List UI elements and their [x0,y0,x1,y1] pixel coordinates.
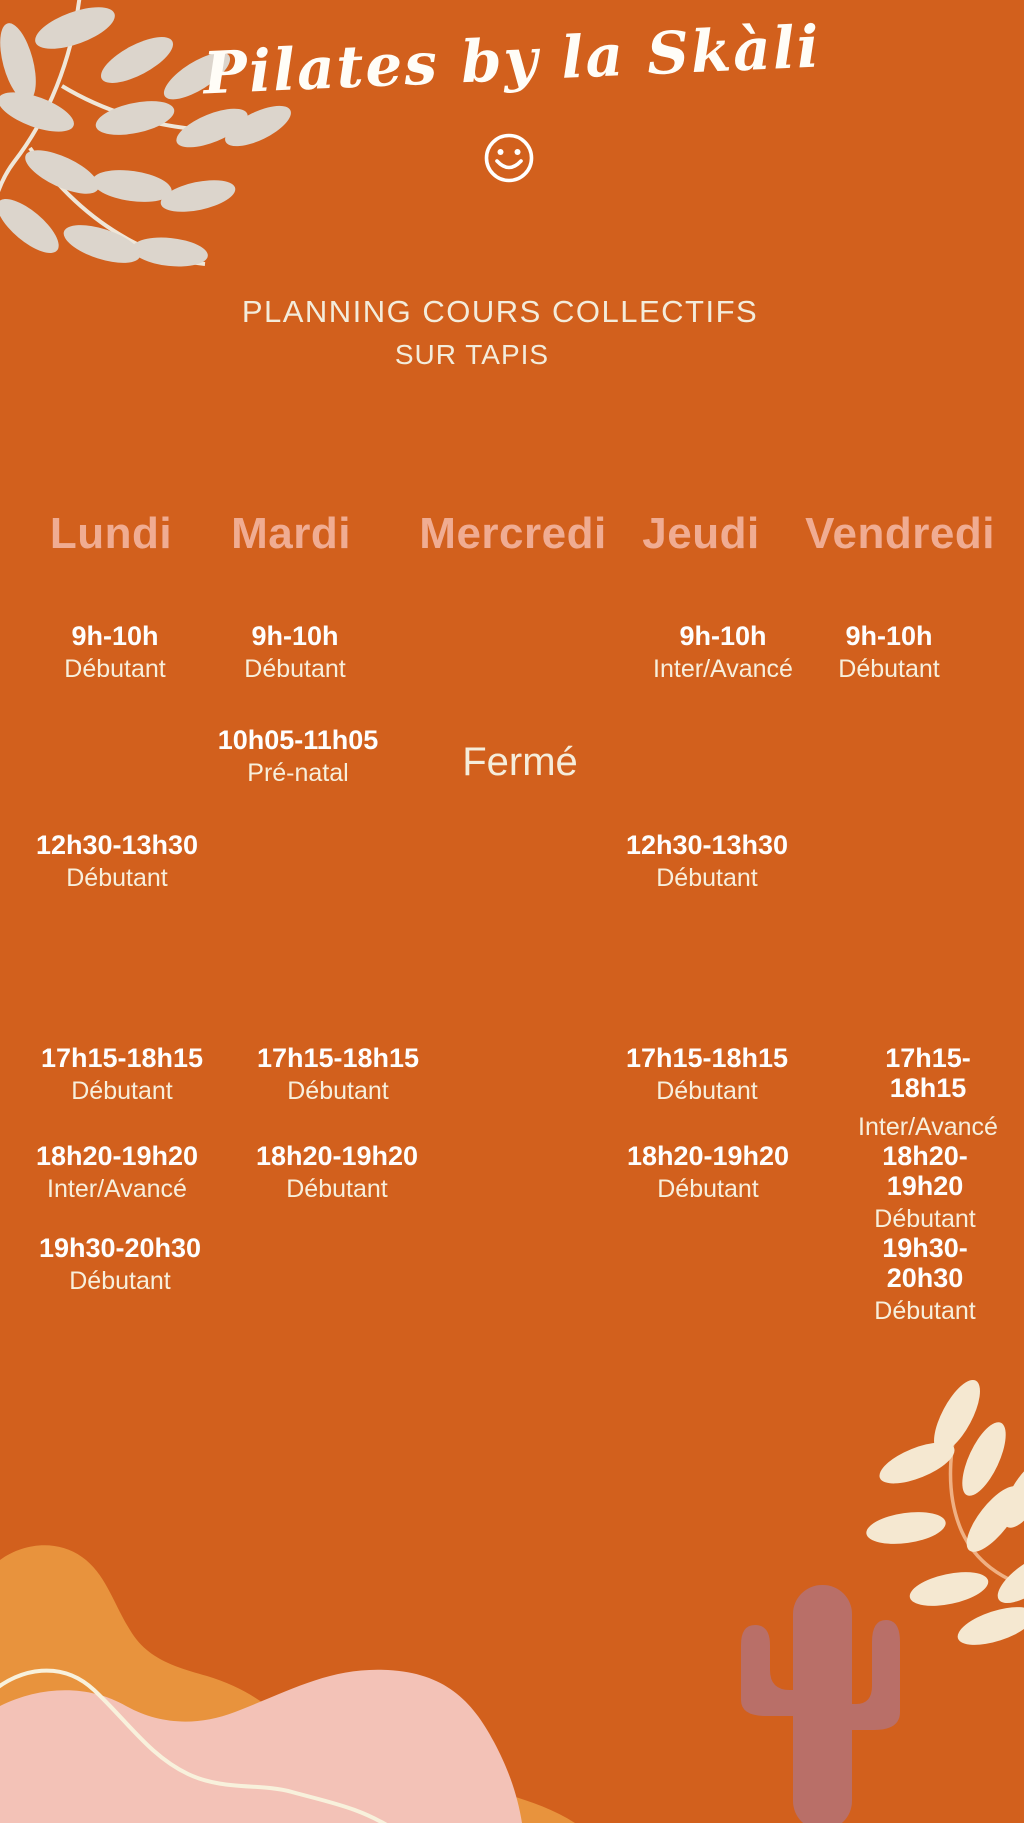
slot-level: Débutant [874,1205,976,1233]
slot-time: 12h30-13h30 [625,830,789,860]
day-header-vendredi: Vendredi [805,509,995,558]
day-header-mardi: Mardi [231,509,351,558]
slot-lundi-18h20 [36,1141,198,1203]
slot-time: 10h05-11h05 [217,725,379,755]
slot-time: 17h15-18h15 [885,1043,971,1103]
slot-time: 18h20-19h20 [882,1141,968,1201]
slot-time: 9h-10h [845,621,933,651]
slot-time: 9h-10h [679,621,767,651]
poster-heading-line2: SUR TAPIS [394,339,550,370]
brand-title: Pilates by la Skàli [201,12,823,108]
slot-time: 18h20-19h20 [255,1141,419,1171]
slot-lundi-12h30 [36,830,198,892]
slot-mardi-17h15 [257,1043,419,1105]
slot-level: Débutant [838,655,940,683]
slot-level: Débutant [287,1077,389,1105]
day-header-lundi: Lundi [49,509,173,558]
slot-lundi-17h15 [41,1043,203,1105]
slot-level: Inter/Avancé [858,1113,998,1141]
slot-level: Débutant [657,1175,759,1203]
slot-time: 19h30-20h30 [882,1233,968,1293]
slot-lundi-19h30 [39,1233,201,1295]
slot-time: 17h15-18h15 [256,1043,420,1073]
slot-jeudi-9h [653,621,793,683]
slot-mardi-9h [244,621,345,683]
slot-vendredi-17h15 [858,1043,998,1141]
slot-time: 18h20-19h20 [626,1141,790,1171]
slot-lundi-9h [64,621,165,683]
slot-mardi-18h20 [256,1141,418,1203]
slot-level: Débutant [64,655,166,683]
slot-time: 17h15-18h15 [40,1043,204,1073]
slot-mardi-10h05 [218,725,379,787]
slot-time: 17h15-18h15 [625,1043,789,1073]
closed-label: Fermé [462,740,578,784]
slot-level: Débutant [656,1077,758,1105]
slot-level: Inter/Avancé [653,655,793,683]
slot-level: Inter/Avancé [47,1175,187,1203]
slot-time: 12h30-13h30 [35,830,199,860]
slot-level: Débutant [69,1267,171,1295]
pink-wave-shape [0,1670,522,1823]
slot-vendredi-18h20 [874,1141,975,1233]
slot-level: Pré-natal [247,759,349,787]
slot-jeudi-17h15 [626,1043,788,1105]
day-header-jeudi: Jeudi [642,509,760,558]
slot-level: Débutant [71,1077,173,1105]
slot-level: Débutant [656,864,758,892]
slot-time: 9h-10h [251,621,339,651]
slot-time: 9h-10h [71,621,159,651]
slot-vendredi-9h [838,621,939,683]
slot-time: 19h30-20h30 [38,1233,202,1263]
leaf-branch-icon [864,1374,1024,1653]
slot-vendredi-19h30 [874,1233,975,1325]
smiley-icon [483,132,535,184]
slot-level: Débutant [286,1175,388,1203]
slot-time: 18h20-19h20 [35,1141,199,1171]
slot-level: Débutant [874,1297,976,1325]
day-header-mercredi: Mercredi [419,509,607,558]
poster-heading-line1: PLANNING COURS COLLECTIFS [241,294,759,329]
slot-level: Débutant [244,655,346,683]
slot-jeudi-18h20 [627,1141,789,1203]
slot-level: Débutant [66,864,168,892]
cactus-icon [741,1585,900,1823]
slot-jeudi-12h30 [626,830,788,892]
